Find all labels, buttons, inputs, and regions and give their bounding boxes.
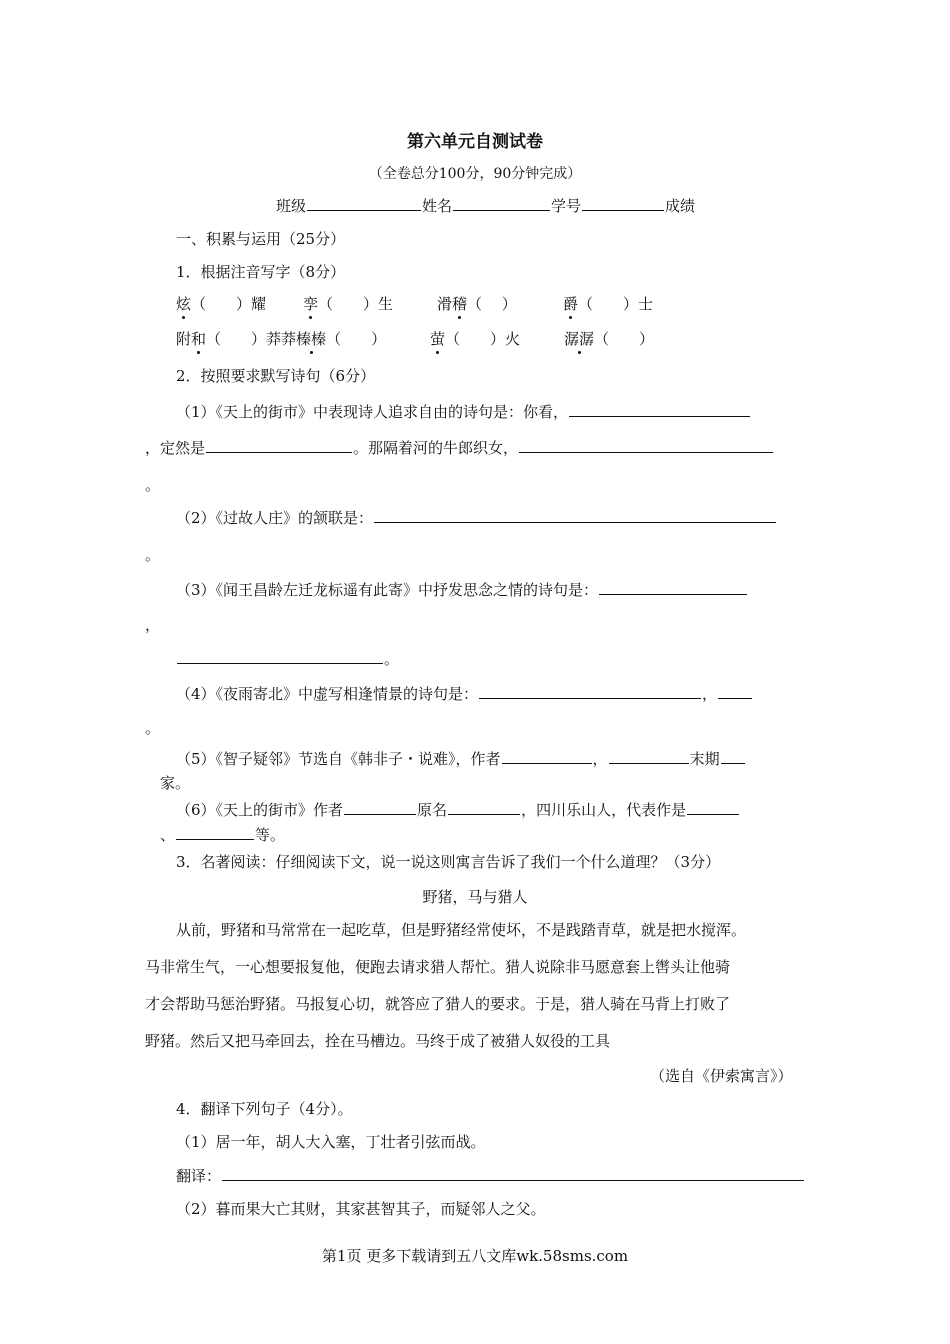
q2-item-3-cont [176, 648, 399, 669]
translation-label: 翻译： [176, 1167, 222, 1185]
page-title: 第六单元自测试卷 [407, 132, 543, 152]
pinyin-item [564, 329, 654, 349]
dotted-char: 爵 [563, 295, 579, 313]
subtitle: （全卷总分100分，90分钟完成） [368, 166, 582, 182]
q4-translation-row [176, 1165, 805, 1186]
prompt-text: 末期 [689, 750, 720, 768]
answer-blank[interactable] [206, 437, 352, 453]
answer-blank[interactable] [502, 748, 592, 764]
prompt-text: （1）《天上的街市》中表现诗人追求自由的诗句是：你看， [176, 403, 569, 421]
answer-slot[interactable]: （ ） [594, 330, 655, 348]
number-label: 学号 [551, 197, 582, 215]
q2-item-2 [176, 507, 777, 528]
prompt-text: 原名 [417, 801, 448, 819]
dotted-char: 炫 [176, 295, 192, 313]
prompt-text: ， [702, 685, 718, 703]
class-label: 班级 [276, 197, 307, 215]
dotted-char: 稽 [452, 295, 468, 313]
punct: 。 [145, 719, 161, 737]
answer-blank[interactable] [599, 579, 747, 595]
story-line: 野猪。然后又把马牵回去，拴在马槽边。马终于成了被猎人奴役的工具 [145, 1032, 611, 1050]
answer-blank[interactable] [177, 648, 383, 664]
prompt-text: 。那隔着河的牛郎织女， [353, 439, 519, 457]
answer-slot[interactable]: （ ）生 [318, 295, 394, 313]
pinyin-item [430, 329, 520, 349]
q2-item-6 [176, 799, 740, 820]
story-line: 才会帮助马惩治野猪。马报复心切，就答应了猎人的要求。于是，猎人骑在马背上打败了 [145, 995, 731, 1013]
answer-blank[interactable] [374, 507, 776, 523]
q2-item-3 [176, 579, 748, 600]
answer-blank[interactable] [718, 683, 752, 699]
prompt-text: （5）《智子疑邻》节选自《韩非子・说难》，作者 [176, 750, 501, 768]
prompt-text: （4）《夜雨寄北》中虚写相逢情景的诗句是： [176, 685, 479, 703]
story-line: 马非常生气，一心想要报复他，便跑去请求猎人帮忙。猎人说除非马愿意套上辔头让他骑 [145, 958, 731, 976]
prompt-text: （3）《闻王昌龄左迁龙标遥有此寄》中抒发思念之情的诗句是： [176, 581, 599, 599]
question-3-title: 3．名著阅读：仔细阅读下文，说一说这则寓言告诉了我们一个什么道理？（3分） [176, 853, 721, 871]
prompt-text: ，四川乐山人，代表作是 [521, 801, 687, 819]
prompt-text: （6）《天上的街市》作者 [176, 801, 344, 819]
punct: 。 [145, 546, 161, 564]
prompt-text: 。 [384, 650, 400, 668]
answer-slot[interactable]: （ ） [326, 330, 387, 348]
prompt-text: 等。 [255, 826, 286, 844]
punct: 。 [145, 476, 161, 494]
punct: ， [145, 616, 161, 634]
story-line: 从前，野猪和马常常在一起吃草，但是野猪经常使坏，不是践踏青草，就是把水搅浑。 [176, 921, 747, 939]
q2-item-6-cont [160, 824, 285, 845]
pinyin-item [303, 294, 393, 314]
class-blank[interactable] [307, 195, 421, 211]
plain-char: 滑 [437, 295, 453, 313]
plain-char: 附 [176, 330, 192, 348]
name-label: 姓名 [422, 197, 453, 215]
student-info-row [276, 195, 695, 216]
number-blank[interactable] [582, 195, 664, 211]
translation-blank[interactable] [222, 1165, 804, 1181]
answer-blank[interactable] [687, 799, 739, 815]
q2-item-5-cont: 家。 [160, 774, 191, 792]
question-2-title: 2．按照要求默写诗句（6分） [176, 367, 376, 385]
answer-blank[interactable] [479, 683, 701, 699]
pinyin-item [437, 294, 517, 314]
answer-slot[interactable]: （ ）耀 [191, 295, 267, 313]
prompt-text: 、 [160, 826, 176, 844]
pinyin-row-2 [176, 329, 386, 349]
q2-item-1-cont [145, 437, 774, 458]
answer-blank[interactable] [344, 799, 416, 815]
answer-slot[interactable]: （ ）火 [445, 330, 521, 348]
answer-slot[interactable]: （ ） [467, 295, 517, 313]
question-4-title: 4．翻译下列句子（4分）。 [176, 1100, 353, 1118]
q2-item-5 [176, 748, 746, 769]
page-footer: 第1页 更多下载请到五八文库wk.58sms.com [321, 1247, 629, 1265]
prompt-text: （2）《过故人庄》的颔联是： [176, 509, 374, 527]
dotted-char: 萤 [430, 330, 446, 348]
q2-item-4 [176, 683, 753, 704]
score-label: 成绩 [665, 197, 696, 215]
answer-blank[interactable] [519, 437, 773, 453]
prompt-text: ，定然是 [145, 439, 206, 457]
dotted-char: 孪 [303, 295, 319, 313]
pinyin-row-1 [176, 294, 266, 314]
q2-item-1 [176, 401, 751, 422]
section-heading: 一、积累与运用（25分） [176, 230, 346, 248]
answer-blank[interactable] [721, 748, 745, 764]
answer-blank[interactable] [609, 748, 689, 764]
story-title: 野猪，马与猎人 [422, 888, 528, 906]
prompt-text: ， [592, 750, 608, 768]
dotted-char: 和 [191, 330, 207, 348]
dotted-char: 潺潺 [564, 330, 595, 348]
q4-sentence-2: （2）暮而果大亡其财，其家甚智其子，而疑邻人之父。 [176, 1200, 546, 1218]
answer-slot[interactable]: （ ）士 [578, 295, 654, 313]
answer-blank[interactable] [569, 401, 750, 417]
answer-blank[interactable] [176, 824, 254, 840]
dotted-char: 榛榛 [296, 330, 327, 348]
answer-blank[interactable] [448, 799, 520, 815]
question-1-title: 1．根据注音写字（8分） [176, 263, 346, 281]
name-blank[interactable] [453, 195, 550, 211]
story-source: （选自《伊索寓言》） [650, 1067, 793, 1085]
plain-char: 莽莽 [266, 330, 297, 348]
answer-slot[interactable]: （ ） [206, 330, 267, 348]
q4-sentence-1: （1）居一年，胡人大入塞，丁壮者引弦而战。 [176, 1133, 486, 1151]
pinyin-item [563, 294, 653, 314]
